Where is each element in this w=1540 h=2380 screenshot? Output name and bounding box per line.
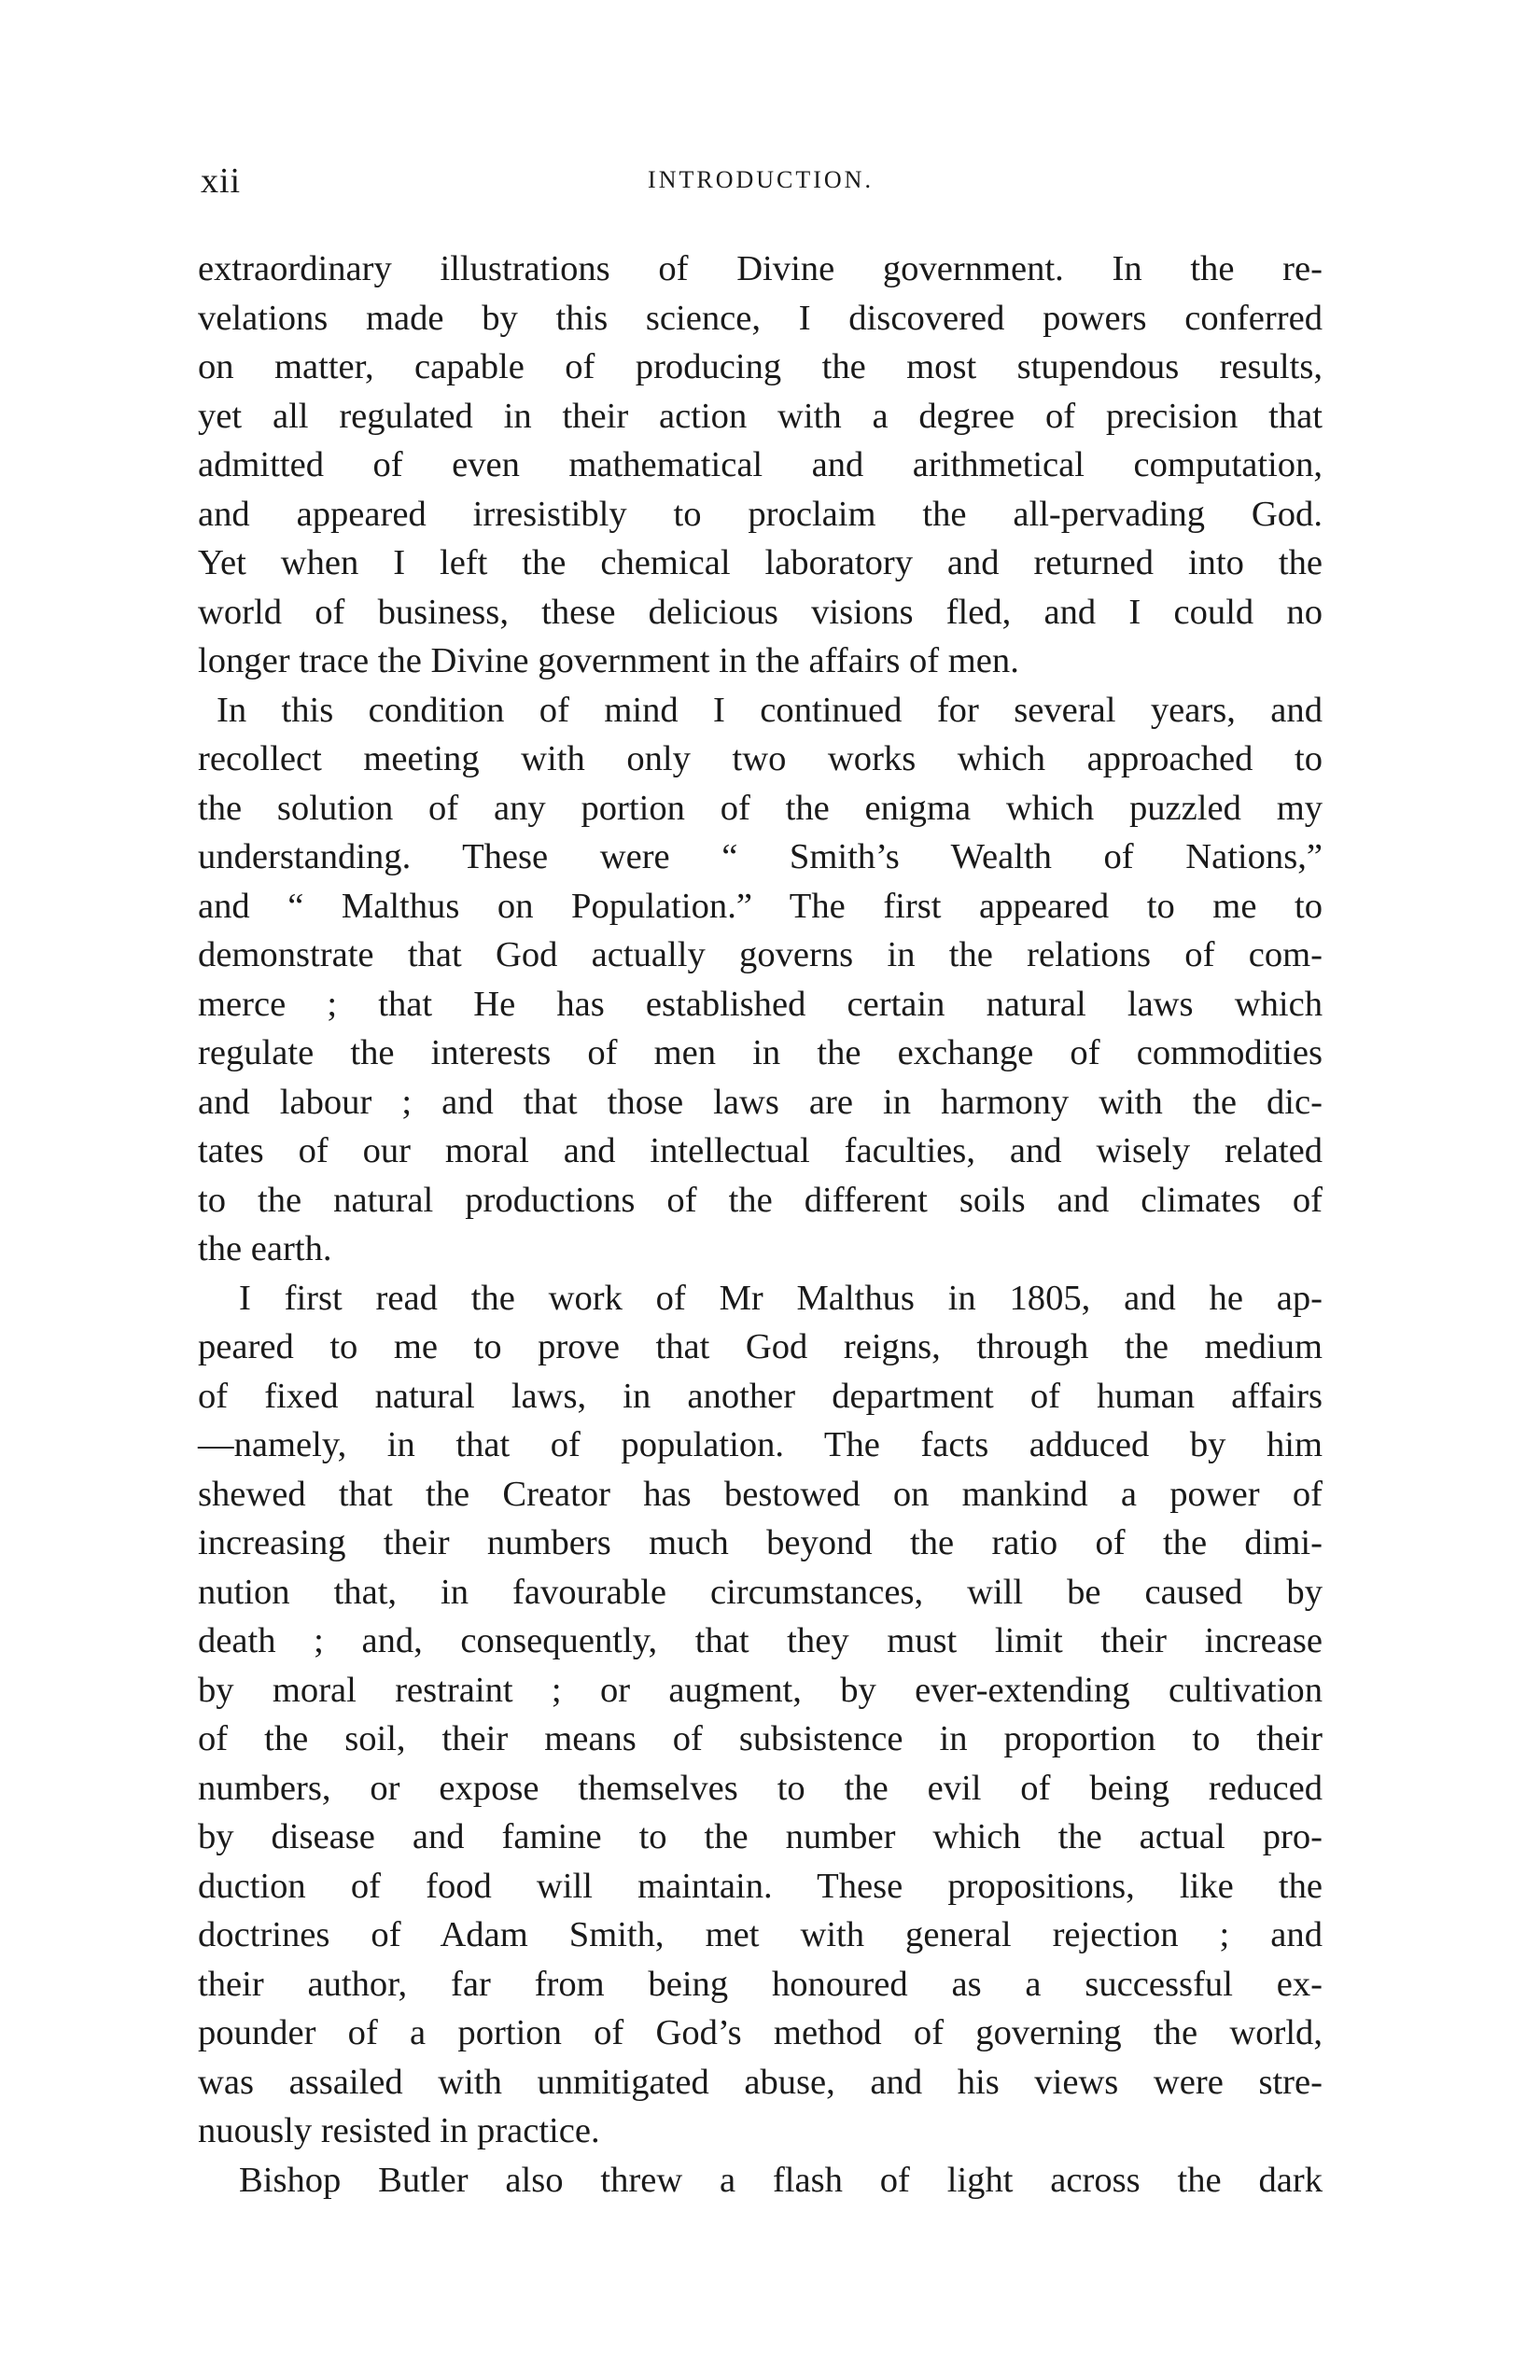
text-line: In this condition of mind I continued for several years, and <box>217 690 1323 730</box>
text-line: demonstrate that God actually governs in the relations of com- <box>198 935 1323 974</box>
text-line: regulate the interests of men in the exchange of commodities <box>198 1033 1323 1072</box>
text-line: numbers, or expose themselves to the evil of being reduced <box>198 1768 1323 1808</box>
text-line: and “ Malthus on Population.” The first appeared to me to <box>198 886 1323 926</box>
text-line: shewed that the Creator has bestowed on mankind a power of <box>198 1474 1323 1514</box>
text-line: —namely, in that of population. The facts adduced by him <box>198 1425 1323 1464</box>
text-line: was assailed with unmitigated abuse, and his views were stre- <box>198 2062 1323 2102</box>
paragraph-3 <box>198 1274 1323 2156</box>
text-line: extraordinary illustrations of Divine government. In the re- <box>198 249 1323 288</box>
text-line: pounder of a portion of God’s method of governing the world, <box>198 2013 1323 2052</box>
text-line: Bishop Butler also threw a flash of light across the dark <box>239 2160 1323 2200</box>
text-line: recollect meeting with only two works which approached to <box>198 739 1323 778</box>
text-line: admitted of even mathematical and arithmetical computation, <box>198 445 1323 484</box>
text-line: their author, far from being honoured as a successful ex- <box>198 1964 1323 2004</box>
text-line: merce ; that He has established certain natural laws which <box>198 984 1323 1024</box>
text-line: the earth. <box>198 1229 332 1268</box>
text-line: world of business, these delicious visions fled, and I could no <box>198 592 1323 632</box>
running-title: INTRODUCTION. <box>648 166 874 193</box>
text-line: by disease and famine to the number which the actual pro- <box>198 1817 1323 1856</box>
text-line: and labour ; and that those laws are in harmony with the dic- <box>198 1082 1323 1122</box>
text-line: understanding. These were “ Smith’s Wealth of Nations,” <box>198 837 1323 876</box>
text-line: and appeared irresistibly to proclaim the all-pervading God. <box>198 494 1323 534</box>
text-line: velations made by this science, I discovered powers conferred <box>198 298 1323 338</box>
text-line: the solution of any portion of the enigma which puzzled my <box>198 788 1323 828</box>
paragraph-2 <box>198 686 1323 1274</box>
text-line: death ; and, consequently, that they must limit their increase <box>198 1621 1323 1660</box>
text-line: peared to me to prove that God reigns, through the medium <box>198 1327 1323 1366</box>
text-line: nuously resisted in practice. <box>198 2111 600 2150</box>
text-line: increasing their numbers much beyond the ratio of the dimi- <box>198 1523 1323 1562</box>
running-head <box>201 161 1321 207</box>
text-line: Yet when I left the chemical laboratory and returned into the <box>198 543 1323 582</box>
text-line: on matter, capable of producing the most stupendous results, <box>198 347 1323 386</box>
text-line: nution that, in favourable circumstances, will be caused by <box>198 1572 1323 1612</box>
text-line: tates of our moral and intellectual faculties, and wisely related <box>198 1131 1323 1170</box>
text-line: yet all regulated in their action with a degree of precision that <box>198 396 1323 436</box>
paragraph-1 <box>198 245 1323 686</box>
body-text <box>198 245 1323 2205</box>
text-line: of the soil, their means of subsistence in proportion to their <box>198 1719 1323 1758</box>
text-line: by moral restraint ; or augment, by ever-extending cultivation <box>198 1670 1323 1710</box>
text-line: duction of food will maintain. These propositions, like the <box>198 1866 1323 1906</box>
text-line: to the natural productions of the different soils and climates of <box>198 1180 1323 1220</box>
text-line: longer trace the Divine government in the affairs of men. <box>198 641 1019 680</box>
text-line: of fixed natural laws, in another department of human affairs <box>198 1376 1323 1416</box>
text-line: doctrines of Adam Smith, met with general rejection ; and <box>198 1915 1323 1954</box>
page-number: xii <box>201 161 242 201</box>
paragraph-4 <box>198 2156 1323 2205</box>
text-line: I first read the work of Mr Malthus in 1805, and he ap- <box>239 1278 1323 1318</box>
